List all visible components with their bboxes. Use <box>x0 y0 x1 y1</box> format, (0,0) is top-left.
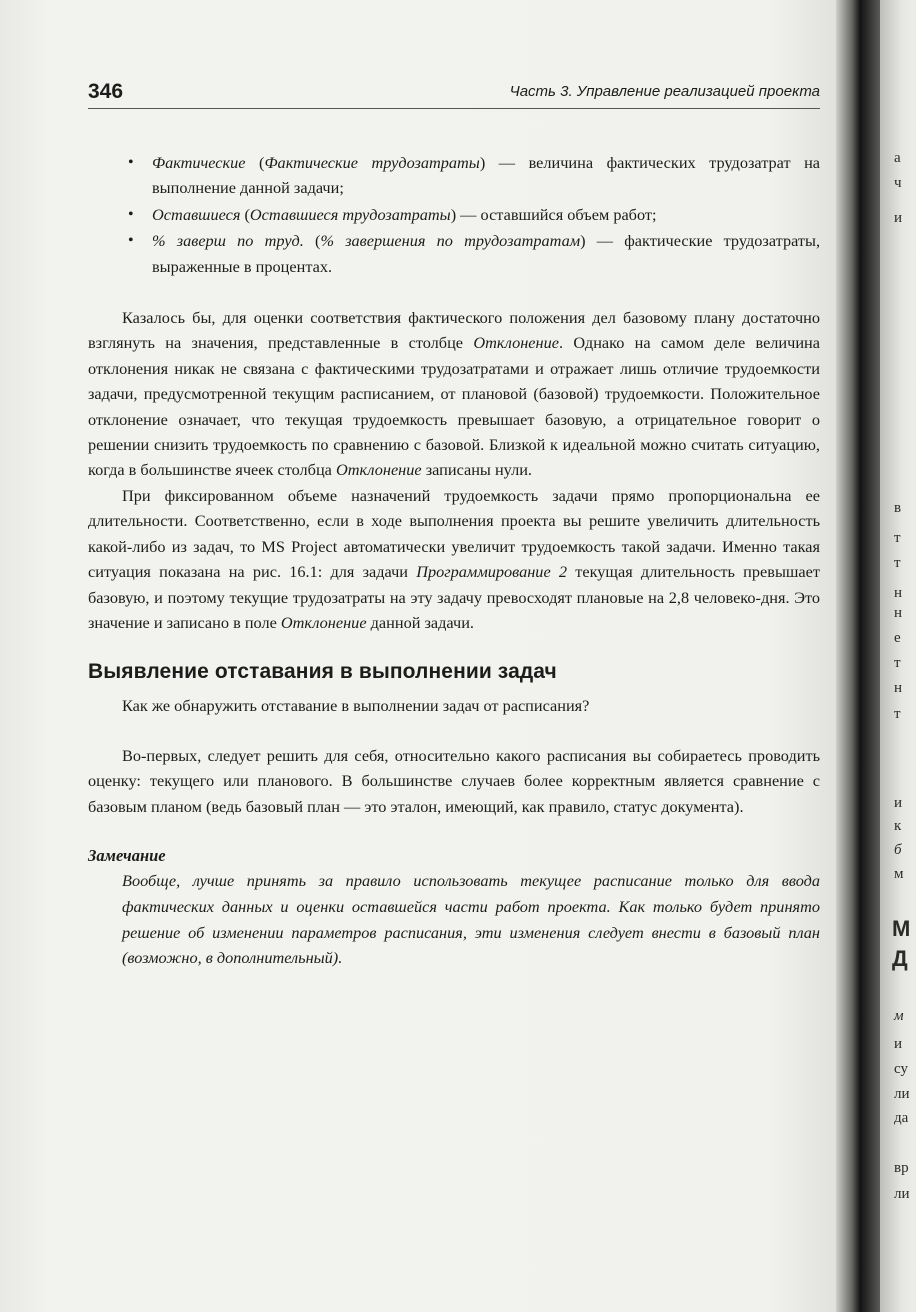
list-item: • Фактические (Фактические трудозатраты) — величина фактических трудозатрат на выполнение данной задачи; <box>88 150 820 201</box>
note-body: Вообще, лучше принять за правило использовать текущее расписание только для ввода фактических данных и оценки оставшейся части работ проекта. Как только будет принято решение об изменении параметров расписания, эти изменения следует внести в базовый план (возможно, в дополнительный). <box>122 871 820 968</box>
list-item: • % заверш по труд. (% завершения по трудозатратам) — фактические трудозатраты, выраженные в процентах. <box>88 228 820 279</box>
fragment: М <box>892 916 911 941</box>
book-spine-shadow <box>836 0 880 1312</box>
bullet-icon: • <box>128 154 134 171</box>
field-list <box>88 150 820 279</box>
page-body <box>88 150 820 971</box>
fragment: м <box>894 1008 904 1024</box>
fragment: ли <box>894 1086 910 1102</box>
fragment: ли <box>894 1186 910 1202</box>
fragment: а <box>894 150 901 166</box>
page-number: 346 <box>88 80 124 103</box>
fragment: т <box>894 706 901 722</box>
field-name: % завершения по трудозатратам <box>320 231 581 251</box>
header-rule <box>88 108 820 109</box>
field-name: Фактические трудозатраты <box>264 153 480 172</box>
column-name: Отклонение <box>335 460 422 480</box>
text-run: Казалось бы, для оценки соответствия фактического положения дел базовому плану достаточно взглянуть на значения, представленные в столбце <box>88 308 820 353</box>
column-name: Отклонение <box>280 612 367 632</box>
running-head: Часть 3. Управление реализацией проекта <box>509 83 820 100</box>
fragment: су <box>894 1061 908 1077</box>
fragment: н <box>894 680 903 696</box>
fragment: н <box>894 585 903 601</box>
text-run: записаны нули. <box>421 460 532 480</box>
bullet-icon: • <box>128 205 134 223</box>
text-run: текущая длительность превышает базовую, и поэтому текущие трудозатраты на эту задачу превосходят плановые на 2,8 человеко-дня. Это значение и записано в поле <box>88 562 820 632</box>
fragment: е <box>894 630 901 646</box>
bullet-icon: • <box>128 232 134 250</box>
fragment: и <box>894 210 903 226</box>
fragment: к <box>894 818 902 834</box>
note-title: Замечание <box>88 845 166 865</box>
paragraph-duration <box>88 483 820 635</box>
fragment: ч <box>894 175 902 191</box>
fragment: н <box>894 605 903 621</box>
fragment: и <box>894 1036 903 1052</box>
fragment: м <box>894 866 904 882</box>
list-item: • Оставшиеся (Оставшиеся трудозатраты) — оставшийся объем работ; <box>88 202 820 227</box>
fragment: Д <box>892 946 908 971</box>
field-term: Оставшиеся <box>152 204 241 224</box>
field-description: величина фактических трудозатрат на выполнение данной задачи; <box>152 153 821 198</box>
field-description: фактические трудозатраты, выраженные в процентах. <box>152 231 821 276</box>
fragment: б <box>894 842 902 858</box>
fragment: т <box>894 555 901 571</box>
fragment: т <box>894 655 901 671</box>
text-run: данной задачи. <box>366 612 474 632</box>
field-name: Оставшиеся трудозатраты <box>249 204 451 224</box>
page-header <box>88 78 820 108</box>
fragment: т <box>894 530 901 546</box>
adjacent-page-edge <box>880 0 916 1312</box>
section-heading: Выявление отставания в выполнении задач <box>88 660 557 684</box>
section-question: Как же обнаружить отставание в выполнении задач от расписания? <box>122 696 590 716</box>
field-term: % заверш по труд. <box>152 231 304 251</box>
fragment: вр <box>894 1160 909 1176</box>
paragraph-deviation <box>88 305 820 483</box>
field-description: оставшийся объем работ; <box>480 204 657 224</box>
column-name: Отклонение <box>473 333 559 353</box>
fragment: и <box>894 795 903 811</box>
fragment: да <box>894 1110 909 1126</box>
task-name: Программирование 2 <box>416 562 568 582</box>
section-paragraph: Во-первых, следует решить для себя, относительно какого расписания вы собираетесь проводить оценку: текущего или планового. В большинстве случаев более корректным является сравнение с базовым планом (ведь базовый план — это эталон, имеющий, как правило, статус документа). <box>88 745 820 816</box>
fragment: в <box>894 500 902 516</box>
text-run: При фиксированном объеме назначений трудоемкость задачи прямо пропорциональна ее длительности. Соответственно, если в ходе выполнения проекта вы решите увеличить длительность какой-либо из задач, то MS Project автоматически увеличит трудоемкость такой задачи. Именно такая ситуация показана на рис. 16.1: для задачи <box>88 485 820 582</box>
field-term: Фактические <box>152 153 246 172</box>
text-run: . Однако на самом деле величина отклонения никак не связана с фактическими трудозатратами и отражает лишь отличие трудоемкости задачи, предусмотренной текущим расписанием, от плановой (базовой) трудоемкости. Положительное отклонение означает, что текущая трудоемкость превышает базовую, а отрицательное говорит о решении снизить трудоемкость по сравнению с базовой. Близкой к идеальной можно считать ситуацию, когда в большинстве ячеек столбца <box>88 333 820 480</box>
